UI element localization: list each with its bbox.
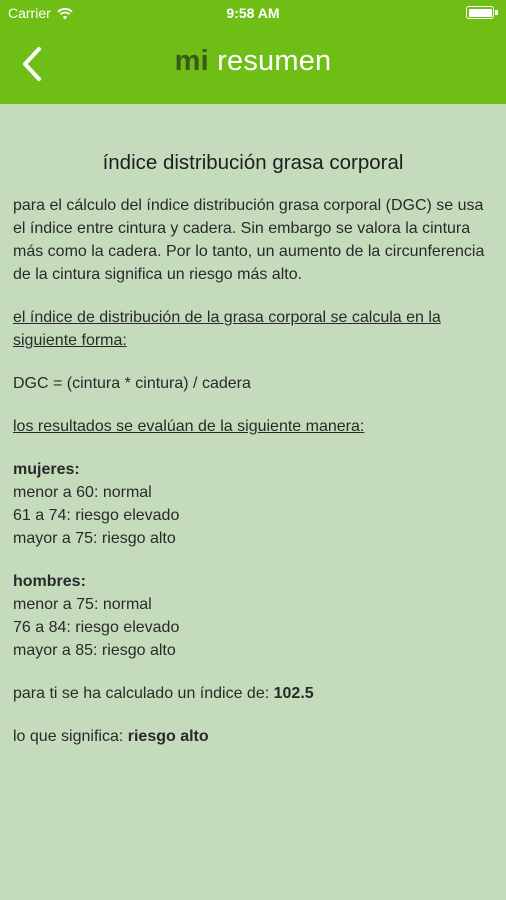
results-heading: los resultados se evalúan de la siguiente manera: [13,418,365,435]
women-line: 61 a 74: riesgo elevado [13,507,180,524]
women-line: menor a 60: normal [13,484,152,501]
women-line: mayor a 75: riesgo alto [13,530,176,547]
result-prefix: para ti se ha calculado un índice de: [13,685,270,702]
men-line: menor a 75: normal [13,596,152,613]
calc-heading: el índice de distribución de la grasa corporal se calcula en la siguiente forma: [13,309,441,349]
status-bar [0,0,506,26]
page-title [0,45,506,78]
men-line: 76 a 84: riesgo elevado [13,619,180,636]
battery-icon [466,6,494,19]
result-line [13,682,493,705]
women-label: mujeres: [13,461,80,478]
meaning-prefix: lo que significa: [13,728,124,745]
summary-content [13,148,493,748]
meaning-line [13,725,493,748]
page-title-strong: mi [174,45,209,77]
intro-text: para el cálculo del índice distribución grasa corporal (DGC) se usa el índice entre cintura y cadera. Sin embargo se valora la cintura más como la cadera. Por lo tanto, un aumento de la circunferencia de la cintura significa un riesgo más alto. [13,197,485,283]
men-line: mayor a 85: riesgo alto [13,642,176,659]
section-title: índice distribución grasa corporal [102,151,404,174]
status-time: 9:58 AM [226,5,280,21]
app-header [0,0,506,104]
men-label: hombres: [13,573,86,590]
carrier-label: Carrier [8,5,51,21]
page-title-rest: resumen [217,45,332,77]
meaning-value: riesgo alto [127,728,209,745]
result-value: 102.5 [273,685,314,702]
formula-text: DGC = (cintura * cintura) / cadera [13,375,251,392]
